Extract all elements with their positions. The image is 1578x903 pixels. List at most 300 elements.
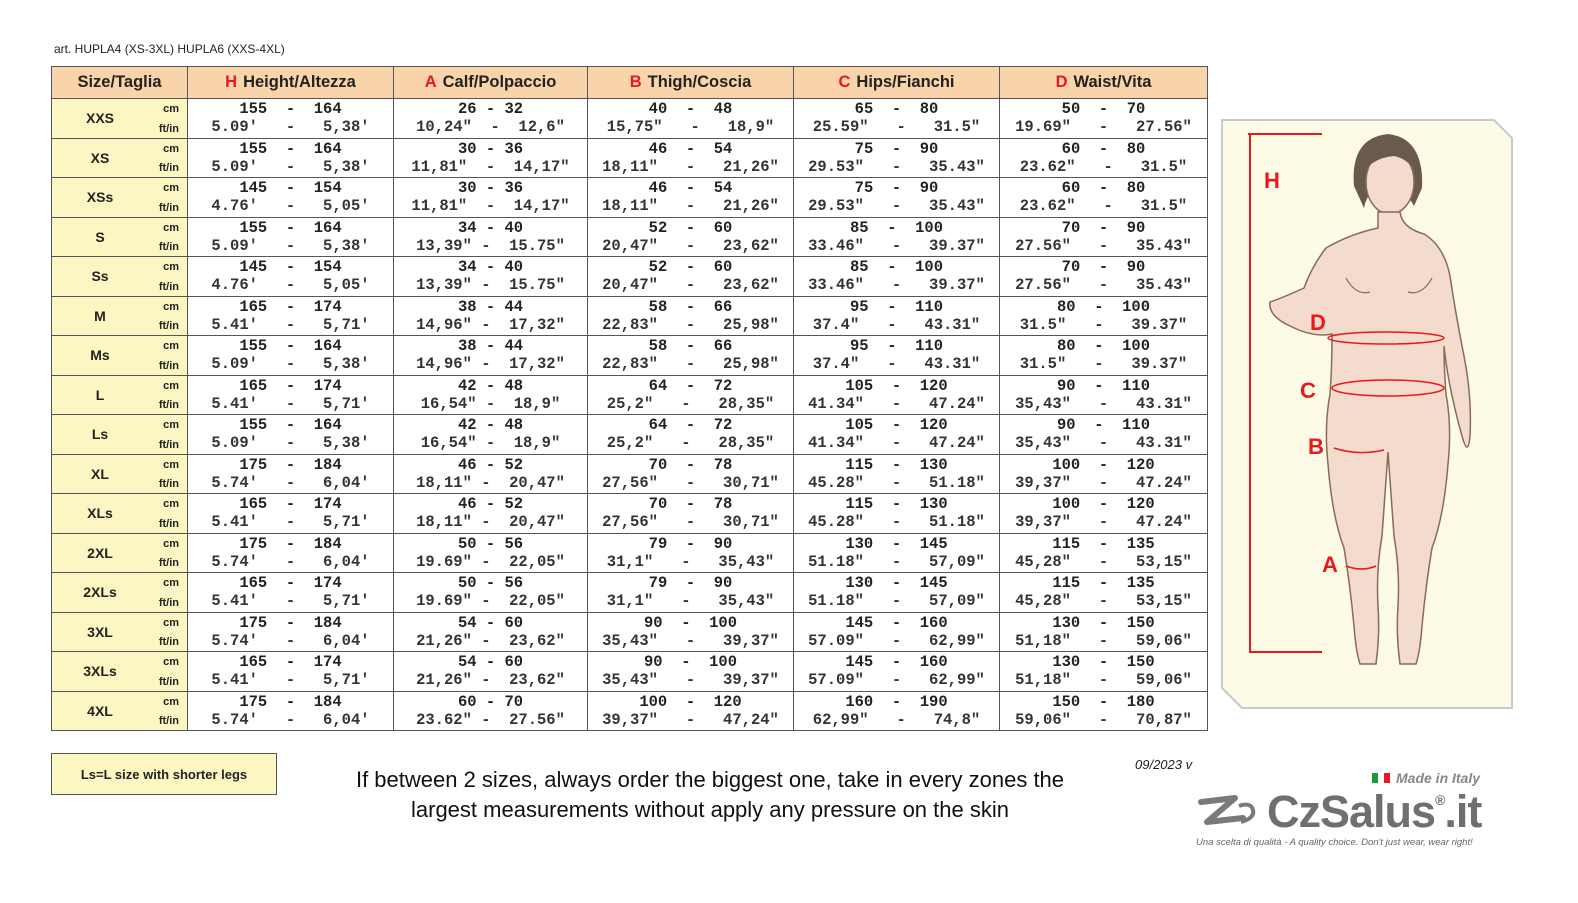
measurement-cell [794,612,1000,652]
measurement-cell [588,691,794,731]
value-ftin: 5.74' - 6,04' [211,473,370,492]
measurement-cell [588,573,794,613]
value-cm: 130 - 145 [845,574,948,593]
value-ftin: 51.18" - 57,09" [808,552,985,571]
size-cell [52,454,188,494]
value-ftin: 22,83" - 25,98" [602,315,779,334]
unit-ftin-label: ft/in [158,557,179,569]
size-label: M [94,307,106,324]
value-ftin: 5.41' - 5,71' [211,513,370,532]
size-cell [52,257,188,297]
value-ftin: 23.62" - 27.56" [416,710,565,729]
value-cm: 79 - 90 [648,574,733,593]
size-cell [52,217,188,257]
value-ftin: 5.41' - 5,71' [211,394,370,413]
measurement-cell [1000,178,1208,218]
value-cm: 54 - 60 [457,613,524,632]
unit-cm-label: cm [163,577,179,589]
value-cm: 165 - 174 [239,297,342,316]
size-label: S [95,228,105,245]
table-row [52,573,1208,613]
measurement-cell [394,296,588,336]
label-b: B [1308,434,1324,459]
size-cell [52,691,188,731]
measurement-cell [794,296,1000,336]
value-cm: 38 - 44 [457,337,524,356]
measurement-cell [394,454,588,494]
measurement-cell [588,652,794,692]
table-row [52,533,1208,573]
value-ftin: 35,43" - 43.31" [1015,434,1192,453]
value-ftin: 4.76' - 5,05' [211,197,370,216]
value-cm: 46 - 54 [648,139,733,158]
value-ftin: 27.56" - 35.43" [1015,236,1192,255]
measurement-cell [1000,138,1208,178]
value-ftin: 22,83" - 25,98" [602,355,779,374]
measurement-cell [1000,217,1208,257]
unit-cm-label: cm [163,340,179,352]
value-ftin: 51.18" - 57,09" [808,592,985,611]
column-letter: A [424,73,437,91]
measurement-cell [794,257,1000,297]
value-cm: 175 - 184 [239,455,342,474]
value-cm: 64 - 72 [648,376,733,395]
value-cm: 80 - 100 [1056,337,1150,356]
value-ftin: 41.34" - 47.24" [808,434,985,453]
value-ftin: 35,43" - 39,37" [602,671,779,690]
measurement-cell [394,138,588,178]
unit-cm-label: cm [163,182,179,194]
value-ftin: 20,47" - 23,62" [602,276,779,295]
value-ftin: 20,47" - 23,62" [602,236,779,255]
value-ftin: 45,28" - 53,15" [1015,592,1192,611]
value-cm: 85 - 100 [849,258,943,277]
value-ftin: 18,11" - 20,47" [416,513,565,532]
value-cm: 145 - 154 [239,179,342,198]
column-header [588,67,794,99]
unit-ftin-label: ft/in [158,122,179,135]
value-cm: 46 - 52 [457,455,524,474]
size-label: 3XL [87,623,113,640]
measurement-cell [188,375,394,415]
value-cm: 34 - 40 [457,218,524,237]
value-cm: 155 - 164 [239,416,342,435]
measurement-cell [588,336,794,376]
value-ftin: 23.62" - 31.5" [1019,157,1188,176]
value-ftin: 16,54" - 18,9" [420,434,561,453]
measurement-cell [1000,533,1208,573]
table-row [52,415,1208,455]
value-ftin: 39,37" - 47,24" [602,710,779,729]
measurement-cell [394,217,588,257]
value-cm: 80 - 100 [1056,297,1150,316]
measurement-cell [1000,415,1208,455]
value-cm: 58 - 66 [648,297,733,316]
value-ftin: 5.41' - 5,71' [211,671,370,690]
value-ftin: 27,56" - 30,71" [602,473,779,492]
unit-ftin-label: ft/in [158,715,179,727]
measurement-cell [394,652,588,692]
column-letter: H [225,73,238,91]
size-cell [52,99,188,139]
measurement-cell [1000,494,1208,534]
value-ftin: 59,06" - 70,87" [1015,710,1192,729]
value-ftin: 29.53" - 35.43" [808,157,985,176]
measurement-cell [588,454,794,494]
value-ftin: 31.5" - 39.37" [1019,355,1188,374]
table-row [52,99,1208,139]
value-ftin: 27,56" - 30,71" [602,513,779,532]
measurement-cell [794,178,1000,218]
measurement-cell [588,415,794,455]
value-ftin: 23.62" - 31.5" [1019,197,1188,216]
value-ftin: 16,54" - 18,9" [420,394,561,413]
value-cm: 75 - 90 [854,179,939,198]
value-cm: 30 - 36 [457,139,524,158]
value-cm: 64 - 72 [648,416,733,435]
value-cm: 95 - 110 [849,337,943,356]
measurement-cell [188,533,394,573]
measurement-cell [394,336,588,376]
value-ftin: 5.41' - 5,71' [211,315,370,334]
value-ftin: 5.74' - 6,04' [211,631,370,650]
measurement-cell [394,99,588,139]
body-diagram [1218,116,1516,712]
measurement-cell [1000,691,1208,731]
registered-mark: ® [1435,792,1445,808]
measurement-cell [794,99,1000,139]
value-cm: 100 - 120 [1052,495,1155,514]
unit-ftin-label: ft/in [158,675,179,688]
measurement-cell [188,138,394,178]
value-cm: 70 - 78 [648,495,733,514]
table-row [52,217,1208,257]
value-cm: 130 - 150 [1052,613,1155,632]
value-cm: 160 - 190 [845,692,948,711]
measurement-cell [1000,375,1208,415]
unit-cm-label: cm [163,419,179,431]
value-ftin: 35,43" - 43.31" [1015,394,1192,413]
value-cm: 70 - 78 [648,455,733,474]
measurement-cell [394,178,588,218]
column-header [52,67,188,99]
value-ftin: 13,39" - 15.75" [416,276,565,295]
value-ftin: 62,99" - 74,8" [812,710,981,729]
size-cell [52,612,188,652]
column-header [794,67,1000,99]
column-label: Size/Taglia [77,73,162,91]
measurement-cell [188,296,394,336]
measurement-cell [588,296,794,336]
column-label: Hips/Fianchi [856,73,955,91]
value-cm: 70 - 90 [1061,218,1146,237]
value-cm: 100 - 120 [1052,455,1155,474]
value-ftin: 11,81" - 14,17" [411,157,570,176]
size-label: XLs [87,505,113,522]
column-letter: C [838,73,851,91]
value-cm: 34 - 40 [457,258,524,277]
value-ftin: 18,11" - 21,26" [602,157,779,176]
value-cm: 130 - 145 [845,534,948,553]
size-cell [52,652,188,692]
value-cm: 115 - 130 [845,495,948,514]
value-cm: 105 - 120 [845,416,948,435]
measurement-cell [1000,257,1208,297]
value-ftin: 5.09' - 5,38' [211,157,370,176]
value-cm: 155 - 164 [239,337,342,356]
value-ftin: 5.74' - 6,04' [211,552,370,571]
measurement-cell [1000,336,1208,376]
value-cm: 90 - 110 [1056,416,1150,435]
italy-flag-icon [1372,773,1390,783]
table-row [52,296,1208,336]
measurement-cell [794,217,1000,257]
unit-cm-label: cm [163,142,179,155]
advice-line-2: largest measurements without apply any pressure on the skin [411,797,1009,822]
column-header [1000,67,1208,99]
value-cm: 175 - 184 [239,534,342,553]
value-cm: 40 - 48 [648,100,733,119]
version-label: 09/2023 v [1135,757,1193,772]
size-label: XSs [86,189,114,206]
value-cm: 130 - 150 [1052,653,1155,672]
value-cm: 150 - 180 [1052,692,1155,711]
value-cm: 90 - 110 [1056,376,1150,395]
value-ftin: 4.76' - 5,05' [211,276,370,295]
table-row [52,138,1208,178]
size-label: XS [90,149,110,166]
value-cm: 165 - 174 [239,376,342,395]
table-row [52,375,1208,415]
value-ftin: 5.09' - 5,38' [211,236,370,255]
value-ftin: 51,18" - 59,06" [1015,631,1192,650]
measurement-cell [588,99,794,139]
column-label: Calf/Polpaccio [442,73,557,91]
value-cm: 100 - 120 [639,692,742,711]
unit-ftin-label: ft/in [158,636,179,648]
size-label: Ms [90,347,110,364]
size-cell [52,573,188,613]
measurement-cell [1000,573,1208,613]
value-ftin: 25,2" - 28,35" [606,394,775,413]
brand-tagline: Una scelta di qualità - A quality choice. Don't just wear, wear right! [1196,837,1473,848]
measurement-cell [188,336,394,376]
value-ftin: 51,18" - 59,06" [1015,671,1192,690]
value-cm: 115 - 130 [845,455,948,474]
unit-ftin-label: ft/in [158,320,179,332]
label-c: C [1300,378,1316,403]
measurement-cell [588,138,794,178]
value-ftin: 45.28" - 51.18" [808,513,985,532]
value-ftin: 5.74' - 6,04' [211,710,370,729]
value-ftin: 14,96" - 17,32" [416,315,565,334]
value-ftin: 5.09' - 5,38' [211,434,370,453]
value-ftin: 5.09' - 5,38' [211,118,370,137]
unit-cm-label: cm [163,656,179,668]
size-label: 4XL [87,702,113,719]
unit-ftin-label: ft/in [158,478,179,490]
measurement-cell [794,652,1000,692]
unit-ftin-label: ft/in [158,280,179,293]
value-cm: 165 - 174 [239,495,342,514]
advice-line-1: If between 2 sizes, always order the biggest one, take in every zones the [355,767,1065,792]
measurement-cell [188,612,394,652]
measurement-cell [1000,296,1208,336]
unit-cm-label: cm [163,458,179,471]
column-label: Thigh/Coscia [647,73,752,91]
brand-logo [1195,786,1515,836]
value-ftin: 14,96" - 17,32" [416,355,565,374]
measurement-cell [394,691,588,731]
measurement-cell [794,454,1000,494]
measurement-cell [188,573,394,613]
value-cm: 65 - 80 [854,100,939,119]
value-cm: 145 - 160 [845,613,948,632]
measurement-cell [394,573,588,613]
value-cm: 155 - 164 [239,218,342,237]
value-ftin: 39,37" - 47.24" [1015,513,1192,532]
value-ftin: 25,2" - 28,35" [606,434,775,453]
value-cm: 30 - 36 [457,179,524,198]
value-ftin: 45,28" - 53,15" [1015,552,1192,571]
value-ftin: 19.69" - 22,05" [416,592,565,611]
value-cm: 155 - 164 [239,100,342,119]
column-letter: D [1055,73,1068,91]
unit-ftin-label: ft/in [158,517,179,530]
value-cm: 70 - 90 [1061,258,1146,277]
unit-cm-label: cm [163,261,179,273]
value-cm: 175 - 184 [239,613,342,632]
value-cm: 58 - 66 [648,337,733,356]
value-cm: 95 - 110 [849,297,943,316]
value-ftin: 45.28" - 51.18" [808,473,985,492]
table-body [52,99,1208,731]
measurement-cell [188,257,394,297]
value-ftin: 31,1" - 35,43" [606,552,775,571]
value-ftin: 57.09" - 62,99" [808,631,985,650]
value-ftin: 33.46" - 39.37" [808,276,985,295]
value-cm: 175 - 184 [239,692,342,711]
measurement-cell [794,138,1000,178]
value-ftin: 31.5" - 39.37" [1019,315,1188,334]
table-row [52,691,1208,731]
measurement-cell [188,99,394,139]
size-label: L [95,386,105,403]
measurement-cell [588,257,794,297]
value-cm: 90 - 100 [643,653,737,672]
size-label: 2XL [87,544,113,561]
value-ftin: 11,81" - 14,17" [411,197,570,216]
unit-cm-label: cm [163,695,179,708]
value-ftin: 15,75" - 18,9" [606,118,775,137]
measurement-cell [794,336,1000,376]
size-cell [52,415,188,455]
size-label: 3XLs [83,663,117,680]
value-cm: 79 - 90 [648,534,733,553]
value-cm: 46 - 52 [457,495,524,514]
measurement-cell [588,178,794,218]
value-cm: 145 - 154 [239,258,342,277]
measurement-cell [188,691,394,731]
size-cell [52,178,188,218]
column-header [394,67,588,99]
size-chart-table [51,66,1208,731]
value-cm: 42 - 48 [457,416,524,435]
value-ftin: 5.41' - 5,71' [211,592,370,611]
measurement-cell [188,415,394,455]
value-ftin: 57.09" - 62,99" [808,671,985,690]
brand-swoosh-icon [1195,792,1261,836]
value-cm: 115 - 135 [1052,574,1155,593]
value-cm: 38 - 44 [457,297,524,316]
value-ftin: 41.34" - 47.24" [808,394,985,413]
unit-ftin-label: ft/in [158,399,179,411]
size-label: Ls [91,426,109,443]
table-row [52,257,1208,297]
unit-cm-label: cm [163,498,179,510]
value-cm: 50 - 56 [457,574,524,593]
value-cm: 165 - 174 [239,653,342,672]
value-ftin: 21,26" - 23,62" [416,631,565,650]
value-ftin: 35,43" - 39,37" [602,631,779,650]
unit-cm-label: cm [163,221,179,234]
made-in-italy-badge [1372,770,1480,786]
table-row [52,652,1208,692]
measurement-cell [188,454,394,494]
body-measurement-figure [1218,116,1516,717]
measurement-cell [588,533,794,573]
column-label: Height/Altezza [243,73,356,91]
unit-ftin-label: ft/in [158,201,179,214]
label-a: A [1322,552,1338,577]
table-row [52,336,1208,376]
value-cm: 60 - 80 [1061,179,1146,198]
table-row [52,178,1208,218]
value-ftin: 29.53" - 35.43" [808,197,985,216]
measurement-cell [588,375,794,415]
brand-name [1267,786,1481,838]
measurement-cell [394,257,588,297]
value-ftin: 18,11" - 21,26" [602,197,779,216]
measurement-cell [794,533,1000,573]
brand-name-main: CzSalus [1267,786,1436,837]
label-h: H [1264,168,1280,193]
value-cm: 50 - 70 [1061,100,1146,119]
measurement-cell [394,415,588,455]
value-cm: 52 - 60 [648,218,733,237]
unit-cm-label: cm [163,300,179,313]
size-cell [52,336,188,376]
measurement-cell [794,415,1000,455]
measurement-cell [188,494,394,534]
value-cm: 60 - 70 [457,692,524,711]
value-cm: 46 - 54 [648,179,733,198]
measurement-cell [394,494,588,534]
value-ftin: 39,37" - 47.24" [1015,473,1192,492]
unit-ftin-label: ft/in [158,596,179,609]
size-cell [52,533,188,573]
unit-ftin-label: ft/in [158,241,179,253]
value-ftin: 10,24" - 12,6" [416,118,565,137]
value-cm: 90 - 100 [643,613,737,632]
value-cm: 54 - 60 [457,653,524,672]
size-label: XL [91,465,109,482]
size-cell [52,494,188,534]
size-label: Ss [91,268,109,285]
measurement-cell [794,573,1000,613]
measurement-cell [394,533,588,573]
size-label: XXS [85,110,114,127]
